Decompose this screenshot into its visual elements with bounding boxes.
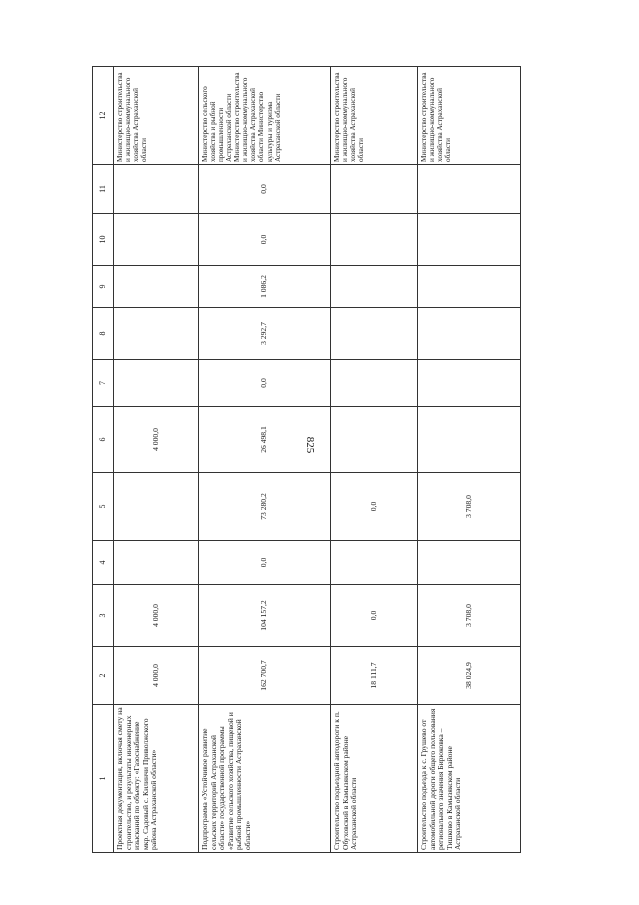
column-header: 9 bbox=[93, 266, 114, 308]
responsible-agency: Министерство строительства и жилищно-коммунального хозяйства Астраханской области bbox=[418, 67, 521, 165]
cell-col10 bbox=[418, 214, 521, 266]
page-number: 825 bbox=[304, 436, 316, 454]
cell-col9 bbox=[114, 266, 199, 308]
cell-col8 bbox=[114, 308, 199, 360]
cell-col10: 0,0 bbox=[199, 214, 331, 266]
cell-col11 bbox=[331, 165, 418, 214]
header-row bbox=[93, 67, 114, 853]
cell-col2: 4 000,0 bbox=[114, 647, 199, 705]
cell-col7 bbox=[114, 360, 199, 407]
cell-col5: 3 708,0 bbox=[418, 473, 521, 541]
column-header: 4 bbox=[93, 541, 114, 585]
column-header: 11 bbox=[93, 165, 114, 214]
cell-col7 bbox=[418, 360, 521, 407]
cell-col6: 4 000,0 bbox=[114, 407, 199, 473]
responsible-agency: Министерство сельского хозяйства и рыбной промышленности Астраханской области Министерство строительства и жилищно-коммунального хозяйства Астраханской области Министерство культуры и туризма Астраханской области bbox=[199, 67, 331, 165]
responsible-agency: Министерство строительства и жилищно-коммунального хозяйства Астраханской области bbox=[114, 67, 199, 165]
cell-col2: 38 024,9 bbox=[418, 647, 521, 705]
table-row bbox=[199, 67, 331, 853]
column-header: 6 bbox=[93, 407, 114, 473]
cell-col2: 162 700,7 bbox=[199, 647, 331, 705]
row-description: Подпрограмма «Устойчивое развитие сельских территорий Астраханской области» государственной программы «Развитие сельского хозяйства, пищевой и рыбной промышленности Астраханской области» bbox=[199, 705, 331, 853]
cell-col8: 3 292,7 bbox=[199, 308, 331, 360]
cell-col3: 0,0 bbox=[331, 585, 418, 647]
column-header: 8 bbox=[93, 308, 114, 360]
cell-col5: 73 280,2 bbox=[199, 473, 331, 541]
cell-col8 bbox=[331, 308, 418, 360]
cell-col3: 104 157,2 bbox=[199, 585, 331, 647]
cell-col9 bbox=[331, 266, 418, 308]
data-table bbox=[92, 66, 521, 853]
column-header: 2 bbox=[93, 647, 114, 705]
cell-col6 bbox=[418, 407, 521, 473]
cell-col6: 26 498,1 bbox=[199, 407, 331, 473]
responsible-agency: Министерство строительства и жилищно-коммунального хозяйства Астраханской области bbox=[331, 67, 418, 165]
cell-col4 bbox=[331, 541, 418, 585]
cell-col5 bbox=[114, 473, 199, 541]
column-header: 7 bbox=[93, 360, 114, 407]
table-row bbox=[331, 67, 418, 853]
cell-col3: 3 708,0 bbox=[418, 585, 521, 647]
cell-col4: 0,0 bbox=[199, 541, 331, 585]
cell-col7 bbox=[331, 360, 418, 407]
row-description: Строительство подъездной автодороги к п. Обуховский в Камызякском районе Астраханской области bbox=[331, 705, 418, 853]
cell-col9 bbox=[418, 266, 521, 308]
column-header: 10 bbox=[93, 214, 114, 266]
table-row bbox=[114, 67, 199, 853]
table-row bbox=[418, 67, 521, 853]
cell-col2: 18 111,7 bbox=[331, 647, 418, 705]
cell-col8 bbox=[418, 308, 521, 360]
cell-col6 bbox=[331, 407, 418, 473]
cell-col11 bbox=[114, 165, 199, 214]
column-header: 12 bbox=[93, 67, 114, 165]
rotated-table-container bbox=[92, 67, 520, 853]
cell-col11 bbox=[418, 165, 521, 214]
cell-col9: 1 086,2 bbox=[199, 266, 331, 308]
cell-col4 bbox=[418, 541, 521, 585]
cell-col5: 0,0 bbox=[331, 473, 418, 541]
row-description: Строительство подъезда к с. Грушево от автомобильной дороги общего пользования регионального значения Бирюковка – Тишково в Камызякском районе Астраханской области bbox=[418, 705, 521, 853]
column-header: 5 bbox=[93, 473, 114, 541]
column-header: 1 bbox=[93, 705, 114, 853]
cell-col10 bbox=[114, 214, 199, 266]
cell-col4 bbox=[114, 541, 199, 585]
column-header: 3 bbox=[93, 585, 114, 647]
cell-col3: 4 000,0 bbox=[114, 585, 199, 647]
row-description: Проектная документация, включая смету на строительство, и результаты инженерных изысканий по объекту: «Газоснабжение мкр. Садовый с. Килинчи Приволжского района Астраханской области» bbox=[114, 705, 199, 853]
cell-col10 bbox=[331, 214, 418, 266]
cell-col11: 0,0 bbox=[199, 165, 331, 214]
cell-col7: 0,0 bbox=[199, 360, 331, 407]
